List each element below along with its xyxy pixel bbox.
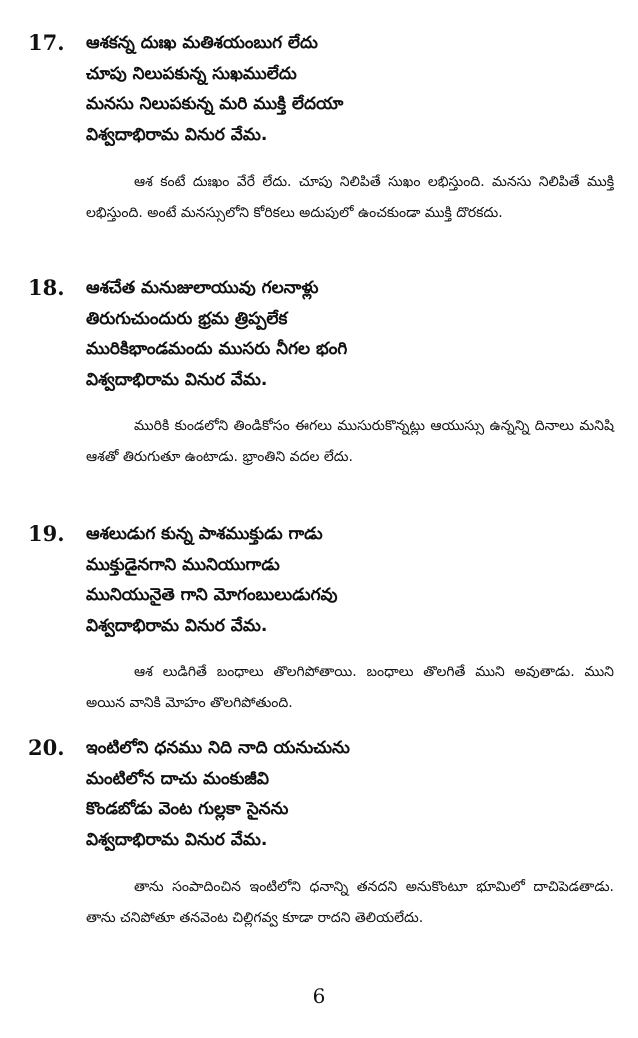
verse-line: ముక్తుడైనగాని మునియుగాడు [86, 554, 280, 575]
verse-lines [86, 519, 616, 641]
verse-line: తిరుగుచుందురు భ్రమ త్రిప్పలేక [86, 308, 288, 329]
verse-number: 20. [28, 735, 65, 760]
verse-meaning: ఆశ కంటే దుఃఖం వేరే లేదు. చూపు నిలిపితే సుఖం లభిస్తుంది. మనసు నిలిపితే ముక్తి లభిస్తుంది. అంటే మనస్సులోని కోరికలు అదుపులో ఉంచకుండా ముక్తి దొరకదు. [86, 174, 614, 221]
verse-line: ఆశచేత మనుజులాయువు గలనాళ్లు [86, 278, 319, 298]
verse-line: మునియునైతె గాని మోగంబులుడుగవు [86, 585, 338, 605]
verse-line: మంటిలోన దాచు మంకుజీవి [86, 768, 269, 789]
verse-line: విశ్వదాభిరామ వినుర వేమ. [86, 369, 268, 390]
verse-line: ఆశలుడుగ కున్న పాశముక్తుడు గాడు [86, 524, 323, 544]
page-number: 6 [312, 984, 326, 1008]
verse-line: మనసు నిలుపకున్న మరి ముక్తి లేదయా [86, 94, 344, 114]
verse-line: విశ్వదాభిరామ వినుర వేమ. [86, 124, 268, 145]
verse-meaning: ఆశ లుడిగితే బంధాలు తొలగిపోతాయి. బంధాలు తొలగితే ముని అవుతాడు. ముని అయిన వానికి మోహం తొలగిపోతుంది. [86, 664, 614, 711]
verse-meaning: తాను సంపాదించిన ఇంటిలోని ధనాన్ని తనదని అనుకొంటూ భూమిలో దాచిపెడతాడు. తాను చనిపోతూ తనవెంట చిల్లిగవ్వ కూడా రాదని తెలియలేదు. [86, 879, 614, 926]
verse-line: విశ్వదాభిరామ వినుర వేమ. [86, 829, 268, 850]
verse-number: 18. [28, 275, 65, 300]
verse-line: చూపు నిలుపకున్న సుఖములేదు [86, 63, 297, 84]
verse-meaning: మురికి కుండలోని తిండికోసం ఈగలు ముసురుకొన్నట్లు ఆయుస్సు ఉన్నన్ని దినాలు మనిషి ఆశతో తిరుగుతూ ఉంటాడు. భ్రాంతిని వదల లేదు. [86, 418, 614, 465]
verse-number: 19. [28, 521, 65, 546]
verse-line: మురికిభాండమందు ముసరు నీగల భంగి [86, 339, 348, 359]
verse-number: 17. [28, 30, 65, 55]
verse-line: కొండబోడు వెంట గుల్లకా సైనను [86, 799, 289, 819]
verse-line: ఆశకన్న దుఃఖ మతిశయంబుగ లేదు [86, 33, 318, 53]
verse-lines [86, 273, 616, 395]
verse-line: విశ్వదాభిరామ వినుర వేమ. [86, 615, 268, 636]
verse-lines [86, 28, 616, 150]
verse-line: ఇంటిలోని ధనము నిది నాది యనుచును [86, 738, 350, 758]
verse-lines [86, 733, 616, 855]
